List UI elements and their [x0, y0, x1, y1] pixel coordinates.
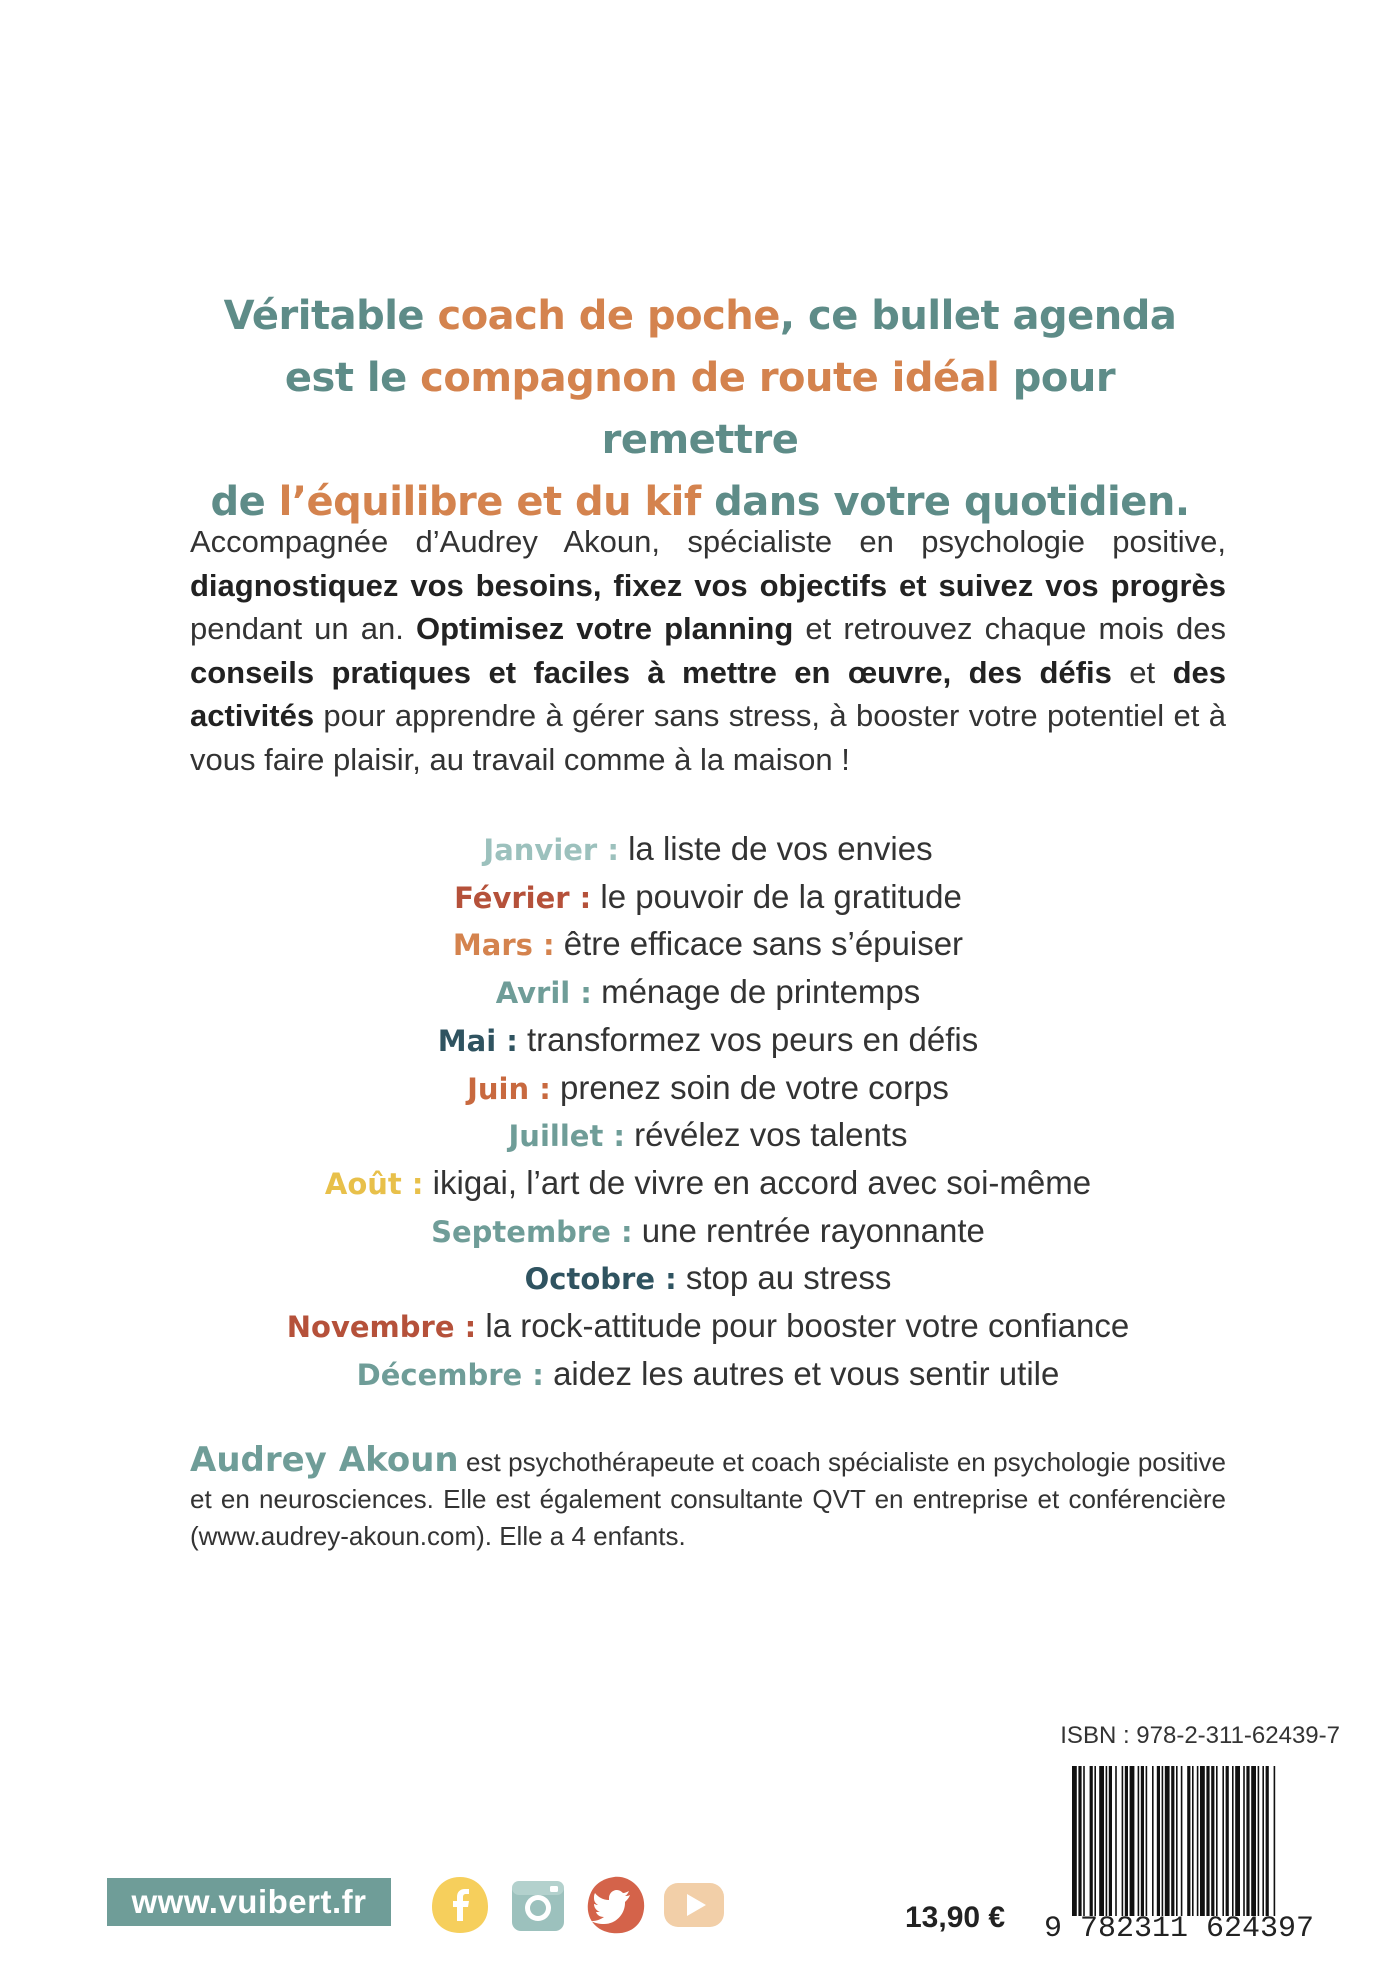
month-theme: ménage de printemps [591, 973, 921, 1011]
month-list [190, 826, 1226, 1398]
month-row-juillet [190, 1112, 1226, 1160]
month-theme: transformez vos peurs en défis [517, 1020, 979, 1058]
barcode-bar-22 [1187, 1766, 1190, 1916]
month-theme: la liste de vos envies [618, 830, 933, 867]
barcode-bar-21 [1181, 1766, 1183, 1916]
barcode [1070, 1766, 1340, 1916]
month-row-mai [190, 1017, 1226, 1065]
month-theme: une rentrée rayonnante [632, 1211, 985, 1249]
intro-paragraph [190, 520, 1226, 781]
author-name: Audrey Akoun [190, 1440, 459, 1480]
barcode-bar-31 [1232, 1766, 1234, 1916]
website-link[interactable]: www.vuibert.fr [107, 1878, 391, 1926]
tagline-text: est le [284, 355, 421, 401]
barcode-bar-39 [1274, 1766, 1276, 1916]
month-theme: stop au stress [676, 1259, 892, 1297]
barcode-bar-5 [1099, 1766, 1104, 1916]
intro-bold: des activités [190, 654, 1226, 733]
month-name: Juin : [467, 1071, 551, 1106]
barcode-bar-0 [1072, 1766, 1077, 1916]
month-name: Juillet : [508, 1119, 625, 1154]
barcode-bar-16 [1157, 1766, 1160, 1916]
barcode-bar-35 [1251, 1766, 1256, 1916]
tagline [180, 285, 1220, 533]
instagram-icon[interactable] [506, 1873, 570, 1937]
month-theme: être efficace sans s’épuiser [554, 925, 964, 963]
tagline-text: Véritable [223, 293, 438, 339]
month-theme: prenez soin de votre corps [550, 1068, 949, 1106]
tagline-highlight: compagnon de route idéal [420, 355, 1000, 401]
intro-text: pendant un an. [190, 611, 416, 646]
barcode-bar-19 [1171, 1766, 1174, 1916]
tagline-highlight: coach de poche [437, 293, 780, 339]
tagline-line-1 [180, 285, 1220, 347]
month-name: Février : [454, 880, 592, 915]
barcode-bar-28 [1216, 1766, 1218, 1916]
month-theme: ikigai, l’art de vivre en accord avec soi-même [423, 1163, 1092, 1201]
barcode-bar-9 [1122, 1766, 1124, 1916]
barcode-bar-15 [1152, 1766, 1154, 1916]
month-name: Août : [324, 1166, 424, 1201]
month-name: Novembre : [286, 1310, 477, 1345]
barcode-bar-36 [1258, 1766, 1260, 1916]
facebook-icon[interactable] [428, 1873, 492, 1937]
tagline-text: , ce bullet agenda [779, 293, 1177, 339]
tagline-line-2 [180, 347, 1220, 471]
barcode-bar-3 [1090, 1766, 1093, 1916]
tagline-highlight: l’équilibre et du kif [278, 479, 701, 525]
barcode-bar-29 [1222, 1766, 1224, 1916]
month-row-fevrier [190, 874, 1226, 922]
barcode-bar-2 [1083, 1766, 1085, 1916]
month-name: Septembre : [431, 1214, 633, 1249]
tagline-text: pour remettre [601, 355, 1116, 463]
tagline-text: de [210, 479, 279, 525]
month-row-novembre [190, 1303, 1226, 1351]
barcode-bar-11 [1130, 1766, 1135, 1916]
month-row-aout [190, 1160, 1226, 1208]
intro-bold: diagnostiquez vos besoins, fixez vos objectifs et suivez vos progrès [190, 567, 1226, 603]
month-row-decembre [190, 1351, 1226, 1399]
month-theme: aidez les autres et vous sentir utile [543, 1354, 1060, 1392]
barcode-digits: 9 782311 624397 [1044, 1912, 1315, 1946]
month-row-octobre [190, 1255, 1226, 1303]
barcode-bar-27 [1211, 1766, 1214, 1916]
intro-text: et retrouvez chaque mois des [793, 611, 1226, 646]
month-name: Avril : [495, 976, 592, 1011]
barcode-bar-13 [1141, 1766, 1144, 1916]
month-row-septembre [190, 1208, 1226, 1256]
month-row-mars [190, 921, 1226, 969]
barcode-bar-10 [1125, 1766, 1128, 1916]
barcode-bar-38 [1266, 1766, 1269, 1916]
barcode-bar-1 [1078, 1766, 1081, 1916]
intro-text: et [1111, 654, 1173, 690]
barcode-bar-23 [1192, 1766, 1194, 1916]
youtube-icon[interactable] [662, 1873, 726, 1937]
month-name: Mars : [452, 928, 555, 963]
barcode-bar-33 [1243, 1766, 1245, 1916]
twitter-icon[interactable] [584, 1873, 648, 1937]
isbn-label: ISBN : 978-2-311-62439-7 [1060, 1722, 1340, 1749]
intro-text: Accompagnée d’Audrey Akoun, spécialiste en psychologie positive, [190, 524, 1226, 559]
month-theme: la rock-attitude pour booster votre confiance [476, 1307, 1130, 1345]
barcode-bar-6 [1106, 1766, 1108, 1916]
barcode-bar-26 [1206, 1766, 1209, 1916]
barcode-bar-14 [1146, 1766, 1148, 1916]
price: 13,90 € [905, 1901, 1006, 1934]
intro-text: pour apprendre à gérer sans stress, à booster votre potentiel et à vous faire plaisir, au travail comme à la maison ! [190, 698, 1226, 777]
barcode-bar-7 [1109, 1766, 1112, 1916]
month-theme: révélez vos talents [625, 1116, 908, 1154]
month-name: Octobre : [524, 1262, 677, 1297]
barcode-bar-18 [1165, 1766, 1170, 1916]
intro-bold: conseils pratiques et faciles à mettre en œuvre, des défis [190, 654, 1112, 690]
barcode-bar-17 [1162, 1766, 1164, 1916]
barcode-bar-4 [1094, 1766, 1096, 1916]
barcode-bar-37 [1262, 1766, 1264, 1916]
tagline-text: dans votre quotidien. [700, 479, 1190, 525]
month-name: Mai : [437, 1023, 518, 1058]
intro-bold: Optimisez votre planning [415, 611, 794, 646]
author-bio [190, 1442, 1226, 1555]
barcode-bar-30 [1226, 1766, 1229, 1916]
barcode-bar-20 [1176, 1766, 1178, 1916]
author-bio-text: est psychothérapeute et coach spécialiste en psychologie positive et en neurosciences. Elle est également consultante QVT en entreprise et conférencière (www.audrey-akoun.com). Elle a 4 enfants. [190, 1447, 1226, 1551]
month-row-juin [190, 1065, 1226, 1113]
month-name: Décembre : [356, 1357, 544, 1392]
barcode-bar-32 [1235, 1766, 1240, 1916]
month-row-avril [190, 969, 1226, 1017]
month-name: Janvier : [483, 833, 619, 867]
month-row-janvier [190, 826, 1226, 874]
barcode-bar-34 [1246, 1766, 1249, 1916]
barcode-bar-8 [1115, 1766, 1117, 1916]
barcode-bar-25 [1200, 1766, 1205, 1916]
barcode-bar-12 [1138, 1766, 1140, 1916]
barcode-bar-24 [1197, 1766, 1199, 1916]
month-theme: le pouvoir de la gratitude [591, 877, 962, 915]
